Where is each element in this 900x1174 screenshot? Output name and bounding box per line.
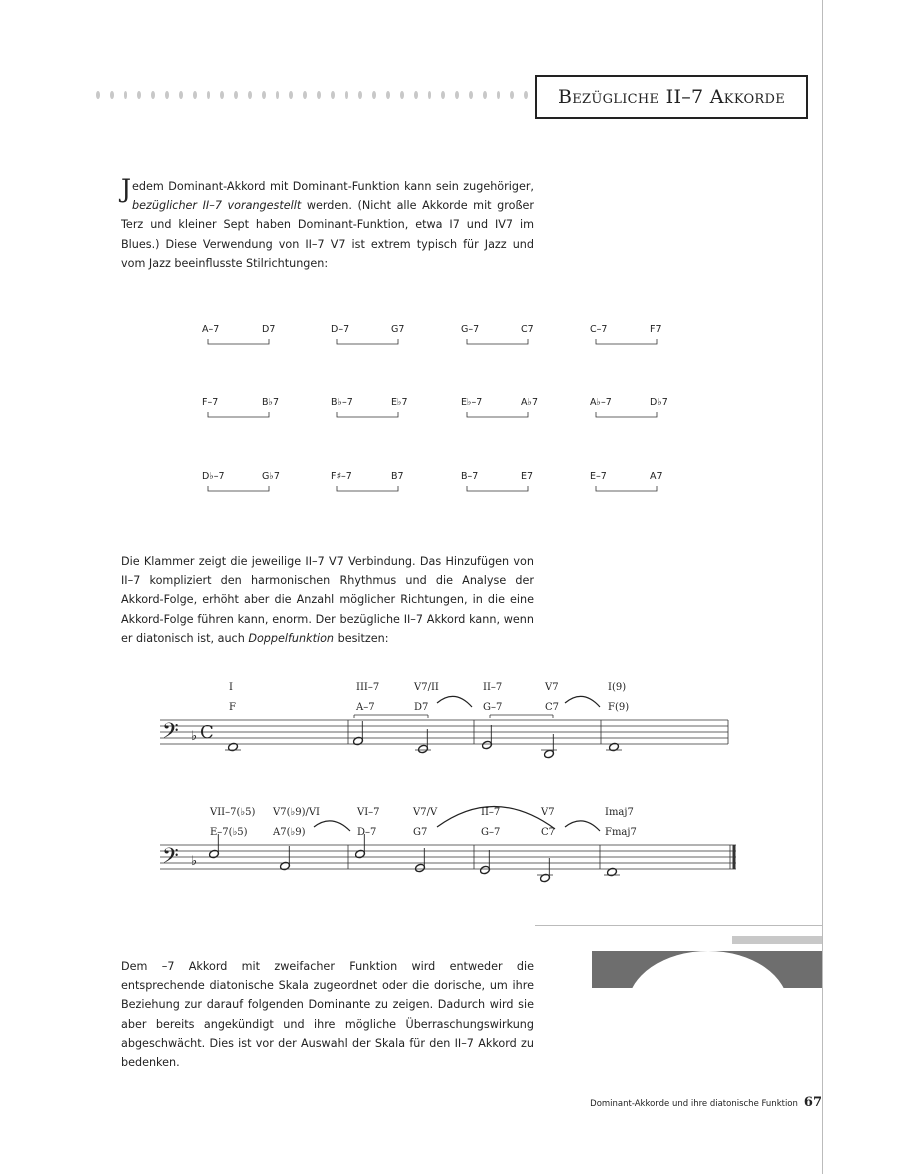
ii-v-pair [461,397,538,417]
ii-v-pair [202,471,280,491]
ii-v-bracket [467,412,528,417]
bass-clef: 𝄢 [162,844,179,874]
roman-numeral: Imaj7 [605,807,634,818]
chord-symbol: C7 [541,827,556,838]
roman-numeral: VI–7 [357,807,380,818]
note [280,846,291,871]
chord-symbol: F [229,702,236,713]
note [482,725,493,750]
footer-chapter: Dominant-Akkorde und ihre diatonische Funktion [590,1099,798,1109]
chord-v: G♭7 [262,471,280,482]
chord-symbol: G7 [413,827,428,838]
ii-v-bracket [208,339,269,344]
page-number: 67 [803,1095,822,1110]
chord-ii: F♯–7 [331,471,352,482]
chord-symbol: E–7(♭5) [210,827,248,838]
chord-v: F7 [650,324,662,335]
chord-ii: C–7 [590,324,608,335]
note [353,721,364,746]
chord-symbol: C7 [545,702,560,713]
chord-v: E♭7 [391,397,408,408]
roman-numeral: V7(♭9)/VI [273,807,321,818]
ii-v-pair [331,397,408,417]
ii-v-pair [590,324,662,344]
roman-numeral: I(9) [608,682,627,693]
music-example-1 [0,660,900,770]
ii-v-pair [202,397,279,417]
chord-ii: A♭–7 [590,397,612,408]
roman-numeral: V7 [541,807,555,818]
chord-ii: D♭–7 [202,471,225,482]
drop-cap: J [121,174,132,203]
page-footer [590,1095,822,1110]
chord-symbol: G–7 [481,827,501,838]
ii-v-bracket [208,412,269,417]
chord-symbol: D7 [414,702,429,713]
music-example-2 [0,785,900,895]
chord-symbol: Fmaj7 [605,827,637,838]
roman-numeral: II–7 [483,682,503,693]
ii-v-bracket [337,486,398,491]
ii-v-pair [590,471,663,491]
chord-v: A♭7 [521,397,539,408]
chord-symbol: D–7 [357,827,377,838]
ii-v-pairs-grid [0,0,900,520]
section-title: Bezügliche II–7 Akkorde [557,86,786,108]
bracket-explanation-paragraph: Die Klammer zeigt die jeweilige II–7 V7 Verbindung. Das Hinzufügen von II–7 kompliziert den harmonischen Rhythmus und die Analyse der Akkord-Folge, erhöht aber die Anzahl möglicher Richtungen, in die eine Akkord-Folge führen kann, enorm. Der bezügliche II–7 Akkord kann, wenn er diatonisch ist, auch Doppelfunktion besitzen: [121,555,534,645]
closing-paragraph: Dem –7 Akkord mit zweifacher Funktion wird entweder die entsprechende diatonische Skala zugeordnet oder die dorische, um ihre Beziehung zur darauf folgenden Dominante zu zeigen. Dadurch wird sie aber bereits angekündigt und ihre mögliche Überraschungswirkung abgeschwächt. Dies ist vor der Auswahl der Skala für den II–7 Akkord zu bedenken. [121,960,534,1070]
flat-sign: ♭ [191,854,198,869]
chord-v: D7 [262,324,276,335]
ii-v-bracket [596,339,657,344]
roman-numeral: V7/V [413,807,438,818]
note [480,850,491,875]
ii-v-pair [331,324,404,344]
chord-ii: E–7 [590,471,607,482]
chord-v: B♭7 [262,397,280,408]
roman-numeral: II–7 [481,807,501,818]
roman-numeral: V7/II [414,682,439,693]
ii-v-bracket [596,412,657,417]
decorative-graphic [535,925,822,990]
ii-v-pair [202,324,275,344]
chord-v: A7 [650,471,663,482]
chord-v: C7 [521,324,534,335]
roman-numeral: VII–7(♭5) [210,807,256,818]
chord-symbol: G–7 [483,702,503,713]
chord-ii: F–7 [202,397,219,408]
ii-v-pair [331,471,404,491]
ii-v-pair [590,397,668,417]
ii-v-bracket [467,339,528,344]
chord-v: D♭7 [650,397,668,408]
chord-v: G7 [391,324,405,335]
note [415,729,431,754]
roman-numeral: I [229,682,233,693]
chord-ii: B♭–7 [331,397,353,408]
chord-v: B7 [391,471,404,482]
time-signature: C [200,722,214,743]
ii-v-bracket [596,486,657,491]
ii-v-bracket [208,486,269,491]
chord-ii: B–7 [461,471,479,482]
chord-symbol: A–7 [356,702,375,713]
ii-v-pair [461,324,534,344]
roman-numeral: V7 [545,682,559,693]
bass-clef: 𝄢 [162,719,179,749]
ii-v-bracket [467,486,528,491]
chord-symbol: F(9) [608,702,630,713]
roman-numeral: III–7 [356,682,380,693]
intro-paragraph: Jedem Dominant-Akkord mit Dominant-Funktion kann sein zugehöriger, bezüglicher II–7 vorangestellt werden. (Nicht alle Akkorde mit großer Terz und kleiner Sept haben Dominant-Funktion, etwa I7 und IV7 im Blues.) Diese Verwendung von II–7 V7 ist extrem typisch für Jazz und vom Jazz beeinflusste Stilrichtungen: [121,174,534,270]
chord-symbol: A7(♭9) [273,827,306,838]
note [537,858,553,883]
ii-v-bracket [337,412,398,417]
ii-v-bracket [337,339,398,344]
ii-v-pair [461,471,533,491]
flat-sign: ♭ [191,729,198,744]
chord-ii: E♭–7 [461,397,483,408]
chord-ii: A–7 [202,324,220,335]
chord-v: E7 [521,471,534,482]
chord-ii: D–7 [331,324,350,335]
chord-ii: G–7 [461,324,480,335]
